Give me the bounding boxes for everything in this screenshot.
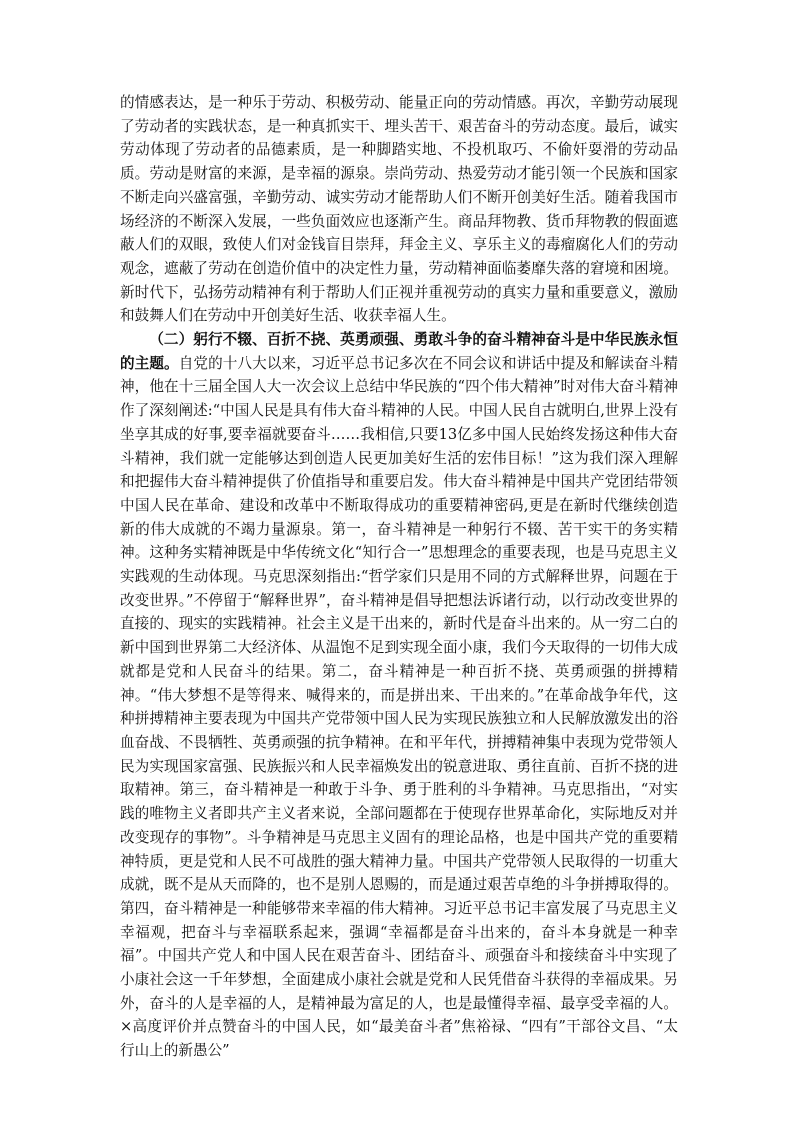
paragraph-struggle-spirit bbox=[120, 328, 678, 1063]
document-page bbox=[120, 91, 678, 1063]
section-heading: （二）躬行不辍、百折不挠、英勇顽强、勇敢斗争的奋斗精神奋斗是中华民族永恒的主题。 bbox=[120, 331, 678, 372]
paragraph-body: 自党的十八大以来，习近平总书记多次在不同会议和讲话中提及和解读奋斗精神，他在十三届全国人大一次会议上总结中华民族的“四个伟大精神”时对伟大奋斗精神作了深刻阐述:“中国人民是具有伟大奋斗精神的人民。中国人民自古就明白,世界上没有坐享其成的好事,要幸福就要奋斗……我相信,只要13亿多中国人民始终发扬这种伟大奋斗精神，我们就一定能够达到创造人民更加美好生活的宏伟目标！”这为我们深入理解和把握伟大奋斗精神提供了价值指导和重要启发。伟大奋斗精神是中国共产党团结带领中国人民在革命、建设和改革中不断取得成功的重要精神密码,更是在新时代继续创造新的伟大成就的不竭力量源泉。第一，奋斗精神是一种躬行不辍、苦干实干的务实精神。这种务实精神既是中华传统文化“知行合一”思想理念的重要表现，也是马克思主义实践观的生动体现。马克思深刻指出:“哲学家们只是用不同的方式解释世界，问题在于改变世界。”不停留于“解释世界”，奋斗精神是倡导把想法诉诸行动，以行动改变世界的直接的、现实的实践精神。社会主义是干出来的，新时代是奋斗出来的。从一穷二白的新中国到世界第二大经济体、从温饱不足到实现全面小康，我们今天取得的一切伟大成就都是党和人民奋斗的结果。第二，奋斗精神是一种百折不挠、英勇顽强的拼搏精神。“伟大梦想不是等得来、喊得来的，而是拼出来、干出来的。”在革命战争年代，这种拼搏精神主要表现为中国共产党带领中国人民为实现民族独立和人民解放激发出的浴血奋战、不畏牺牲、英勇顽强的抗争精神。在和平年代，拼搏精神集中表现为党带领人民为实现国家富强、民族振兴和人民幸福焕发出的锐意进取、勇往直前、百折不挠的进取精神。第三，奋斗精神是一种敢于斗争、勇于胜利的斗争精神。马克思指出，“对实践的唯物主义者即共产主义者来说，全部问题都在于使现存世界革命化，实际地反对并改变现存的事物”。斗争精神是马克思主义固有的理论品格，也是中国共产党的重要精神特质，更是党和人民不可战胜的强大精神力量。中国共产党带领人民取得的一切重大成就，既不是从天而降的，也不是别人恩赐的，而是通过艰苦卓绝的斗争拼搏取得的。第四，奋斗精神是一种能够带来幸福的伟大精神。习近平总书记丰富发展了马克思主义幸福观，把奋斗与幸福联系起来，强调“幸福都是奋斗出来的，奋斗本身就是一种幸福”。中国共产党人和中国人民在艰苦奋斗、团结奋斗、顽强奋斗和接续奋斗中实现了小康社会这一千年梦想，全面建成小康社会就是党和人民凭借奋斗获得的幸福成果。另外，奋斗的人是幸福的人，是精神最为富足的人，也是最懂得幸福、最享受幸福的人。×高度评价并点赞奋斗的中国人民，如“最美奋斗者”焦裕禄、“四有”干部谷文昌、“太行山上的新愚公” bbox=[120, 354, 678, 1060]
paragraph-labor-spirit: 的情感表达，是一种乐于劳动、积极劳动、能量正向的劳动情感。再次，辛勤劳动展现了劳动者的实践状态，是一种真抓实干、埋头苦干、艰苦奋斗的劳动态度。最后，诚实劳动体现了劳动者的品德素质，是一种脚踏实地、不投机取巧、不偷奸耍滑的劳动品质。劳动是财富的来源，是幸福的源泉。崇尚劳动、热爱劳动才能引领一个民族和国家不断走向兴盛富强，辛勤劳动、诚实劳动才能帮助人们不断开创美好生活。随着我国市场经济的不断深入发展，一些负面效应也逐渐产生。商品拜物教、货币拜物教的假面遮蔽人们的双眼，致使人们对金钱盲目崇拜，拜金主义、享乐主义的毒瘤腐化人们的劳动观念，遮蔽了劳动在创造价值中的决定性力量，劳动精神面临萎靡失落的窘境和困境。新时代下，弘扬劳动精神有利于帮助人们正视并重视劳动的真实力量和重要意义，激励和鼓舞人们在劳动中开创美好生活、收获幸福人生。 bbox=[120, 94, 678, 325]
